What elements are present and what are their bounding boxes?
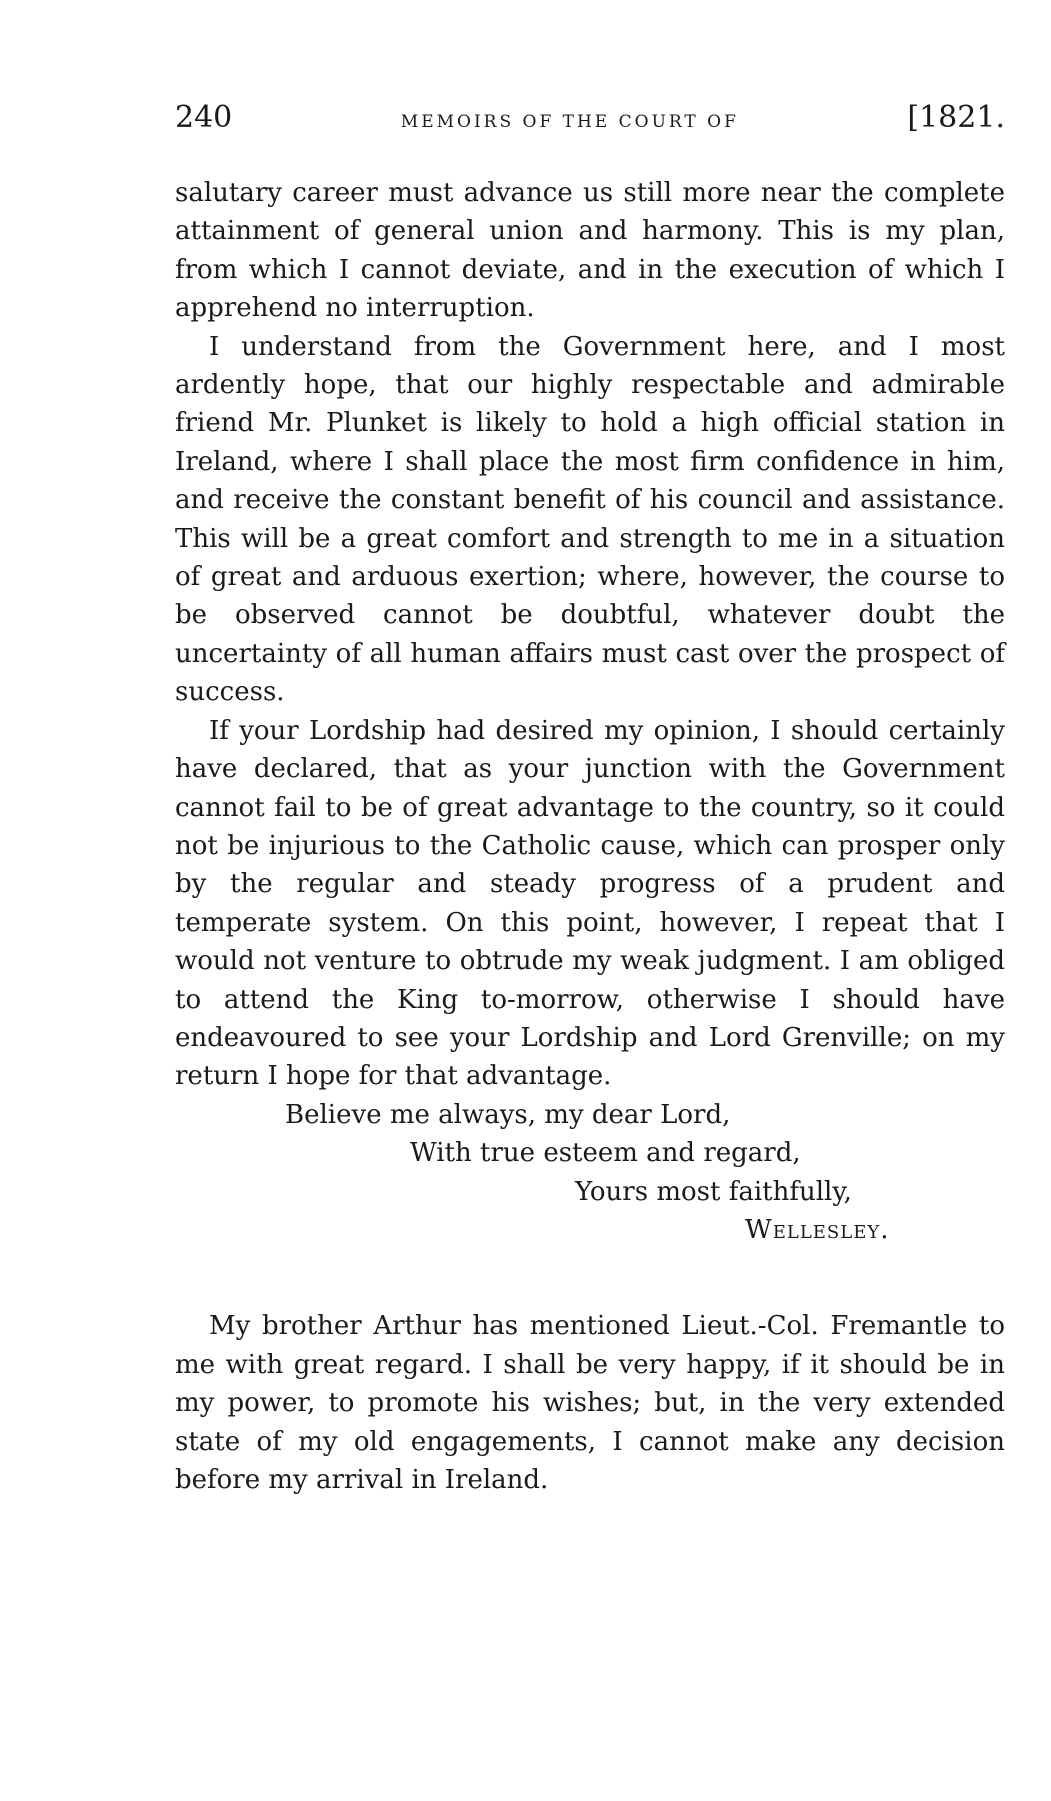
- running-year: [1821.: [907, 100, 1005, 135]
- paragraph-continued: salutary career must advance us still more near the complete attainment of general union and harmony. This is my plan, from which I cannot deviate, and in the execution of which I apprehend no interruption.: [175, 178, 1005, 324]
- postscript-paragraph: My brother Arthur has mentioned Lieut.-Col. Fremantle to me with great regard. I shall be very happy, if it should be in my power, to promote his wishes; but, in the very extended state of my old engagements, I cannot make any decision before my arrival in Ireland.: [175, 1311, 1005, 1495]
- closing-line-1: Believe me always, my dear Lord,: [285, 1099, 731, 1130]
- paragraph-opinion: If your Lordship had desired my opinion, I should certainly have declared, that as your junction with the Government cannot fail to be of great advantage to the country, so it could not be injurious to the Catholic cause, which can prosper only by the regular and steady progress of a prudent and temperate system. On this point, however, I repeat that I would not venture to obtrude my weak judgment. I am obliged to attend the King to-morrow, otherwise I should have endeavoured to see your Lordship and Lord Grenville; on my return I hope for that advantage.: [175, 715, 1005, 1092]
- running-title: MEMOIRS OF THE COURT OF: [400, 112, 739, 132]
- letter-closing: [175, 1096, 1005, 1250]
- closing-line-2: With true esteem and regard,: [410, 1138, 801, 1169]
- running-head: [175, 100, 1005, 146]
- signature: Wellesley.: [745, 1214, 890, 1245]
- book-page: [175, 100, 1005, 1499]
- closing-line-3: Yours most faithfully,: [575, 1176, 852, 1207]
- paragraph-plunket: I understand from the Government here, and I most ardently hope, that our highly respectable and admirable friend Mr. Plunket is likely to hold a high official station in Ireland, where I shall place the most firm confidence in him, and receive the constant benefit of his council and assistance. This will be a great comfort and strength to me in a situation of great and arduous exertion; where, however, the course to be observed cannot be doubtful, whatever doubt the uncertainty of all human affairs must cast over the prospect of success.: [175, 331, 1005, 708]
- page-number: 240: [175, 100, 233, 135]
